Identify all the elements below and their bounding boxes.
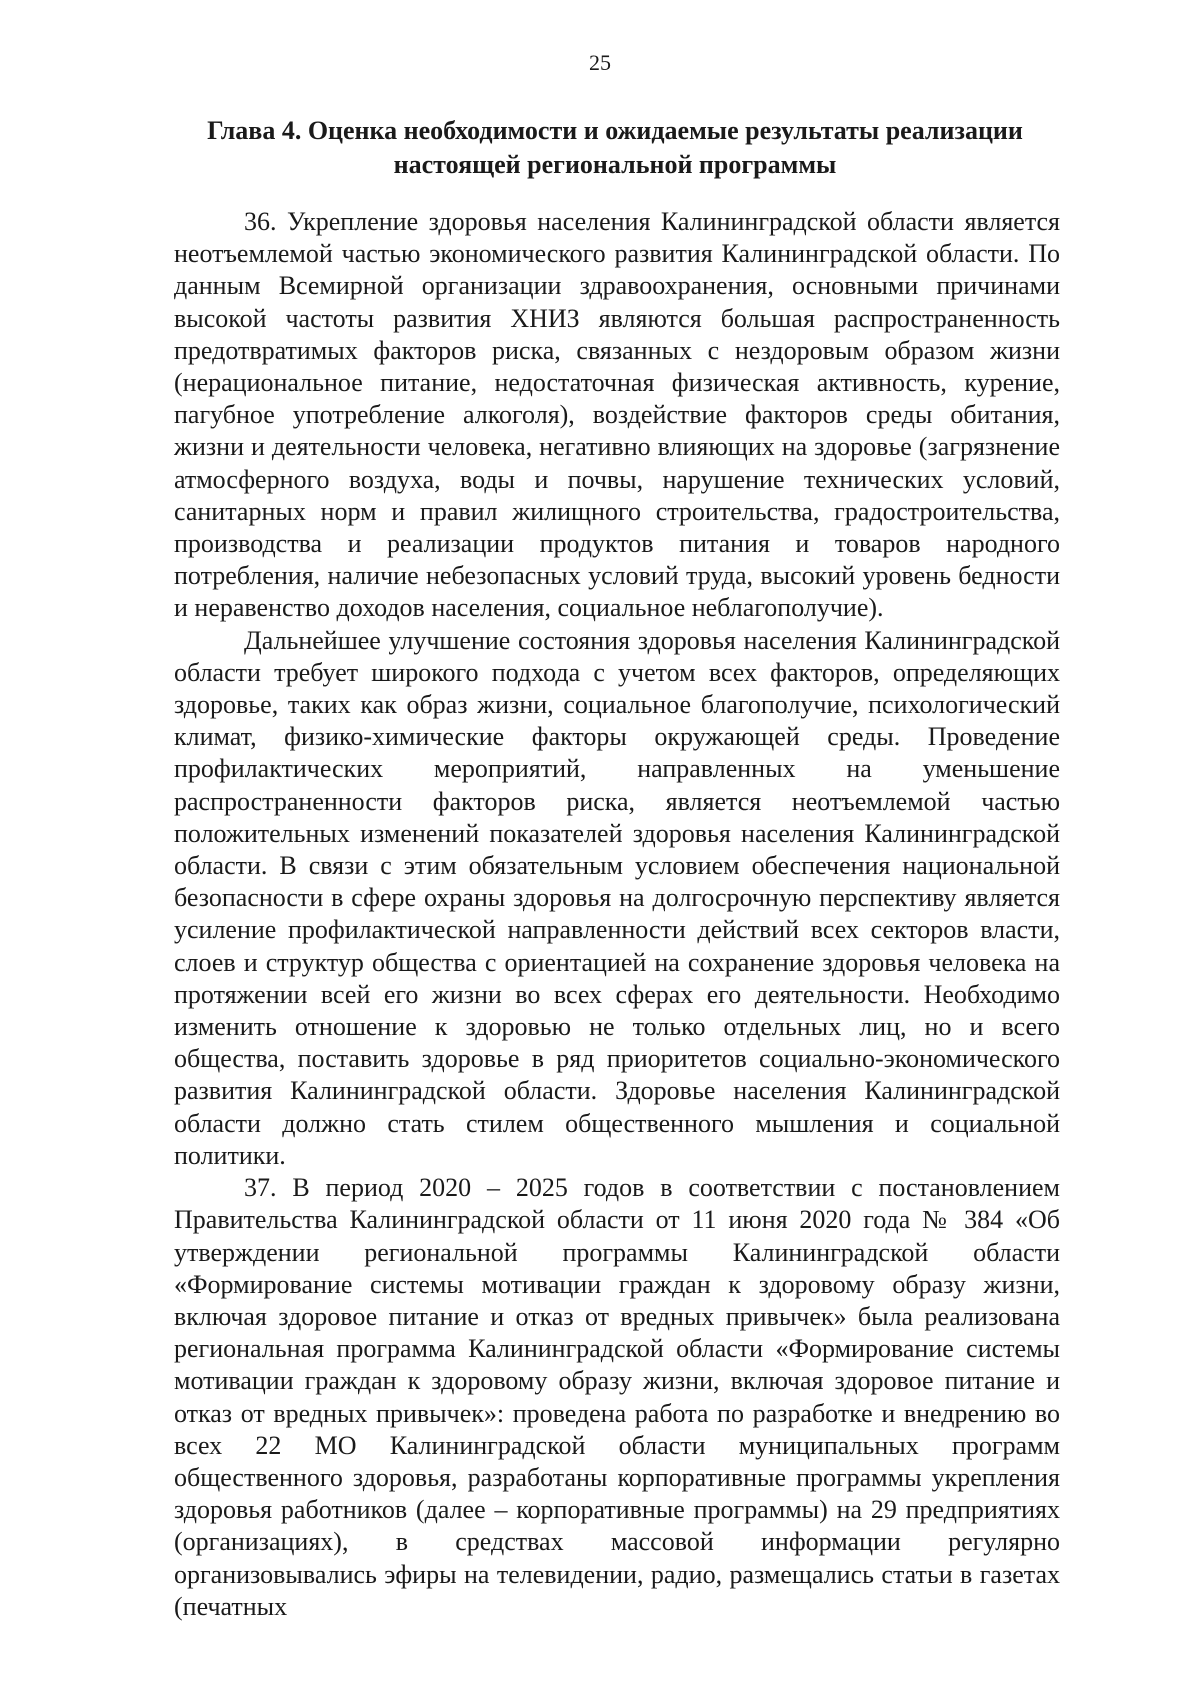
paragraph-36-continued: Дальнейшее улучшение состояния здоровья населения Калининградской области требует широкого подхода с учетом всех факторов, определяющих здоровье, таких как образ жизни, социальное благополучие, психологический климат, физико-химические факторы окружающей среды. Проведение профилактических мероприятий, направленных на уменьшение распространенности факторов риска, является неотъемлемой частью положительных изменений показателей здоровья населения Калининградской области. В связи с этим обязательным условием обеспечения национальной безопасности в сфере охраны здоровья на долгосрочную перспективу является усиление профилактической направленности действий всех секторов власти, слоев и структур общества с ориентацией на сохранение здоровья человека на протяжении всей его жизни во всех сферах его деятельности. Необходимо изменить отношение к здоровью не только отдельных лиц, но и всего общества, поставить здоровье в ряд приоритетов социально-экономического развития Калининградской области. Здоровье населения Калининградской области должно стать стилем общественного мышления и социальной политики. xyxy=(174,625,1060,1170)
paragraph-36: 36. Укрепление здоровья населения Калининградской области является неотъемлемой частью экономического развития Калининградской области. По данным Всемирной организации здравоохранения, основными причинами высокой частоты развития ХНИЗ являются большая распространенность предотвратимых факторов риска, связанных с нездоровым образом жизни (нерациональное питание, недостаточная физическая активность, курение, пагубное употребление алкоголя), воздействие факторов среды обитания, жизни и деятельности человека, негативно влияющих на здоровье (загрязнение атмосферного воздуха, воды и почвы, нарушение технических условий, санитарных норм и правил жилищного строительства, градостроительства, производства и реализации продуктов питания и товаров народного потребления, наличие небезопасных условий труда, высокий уровень бедности и неравенство доходов населения, социальное неблагополучие). xyxy=(174,207,1060,623)
chapter-title: Глава 4. Оценка необходимости и ожидаемые результаты реализации настоящей региональной программы xyxy=(207,116,1023,179)
body-text xyxy=(174,206,1060,1623)
page-number: 25 xyxy=(589,50,611,75)
paragraph-37: 37. В период 2020 – 2025 годов в соответствии с постановлением Правительства Калининградской области от 11 июня 2020 года № 384 «Об утверждении региональной программы Калининградской области «Формирование системы мотивации граждан к здоровому образу жизни, включая здоровое питание и отказ от вредных привычек» была реализована региональная программа Калининградской области «Формирование системы мотивации граждан к здоровому образу жизни, включая здоровое питание и отказ от вредных привычек»: проведена работа по разработке и внедрению во всех 22 МО Калининградской области муниципальных программ общественного здоровья, разработаны корпоративные программы укрепления здоровья работников (далее – корпоративные программы) на 29 предприятиях (организациях), в средствах массовой информации регулярно организовывались эфиры на телевидении, радио, размещались статьи в газетах (печатных xyxy=(174,1173,1060,1621)
